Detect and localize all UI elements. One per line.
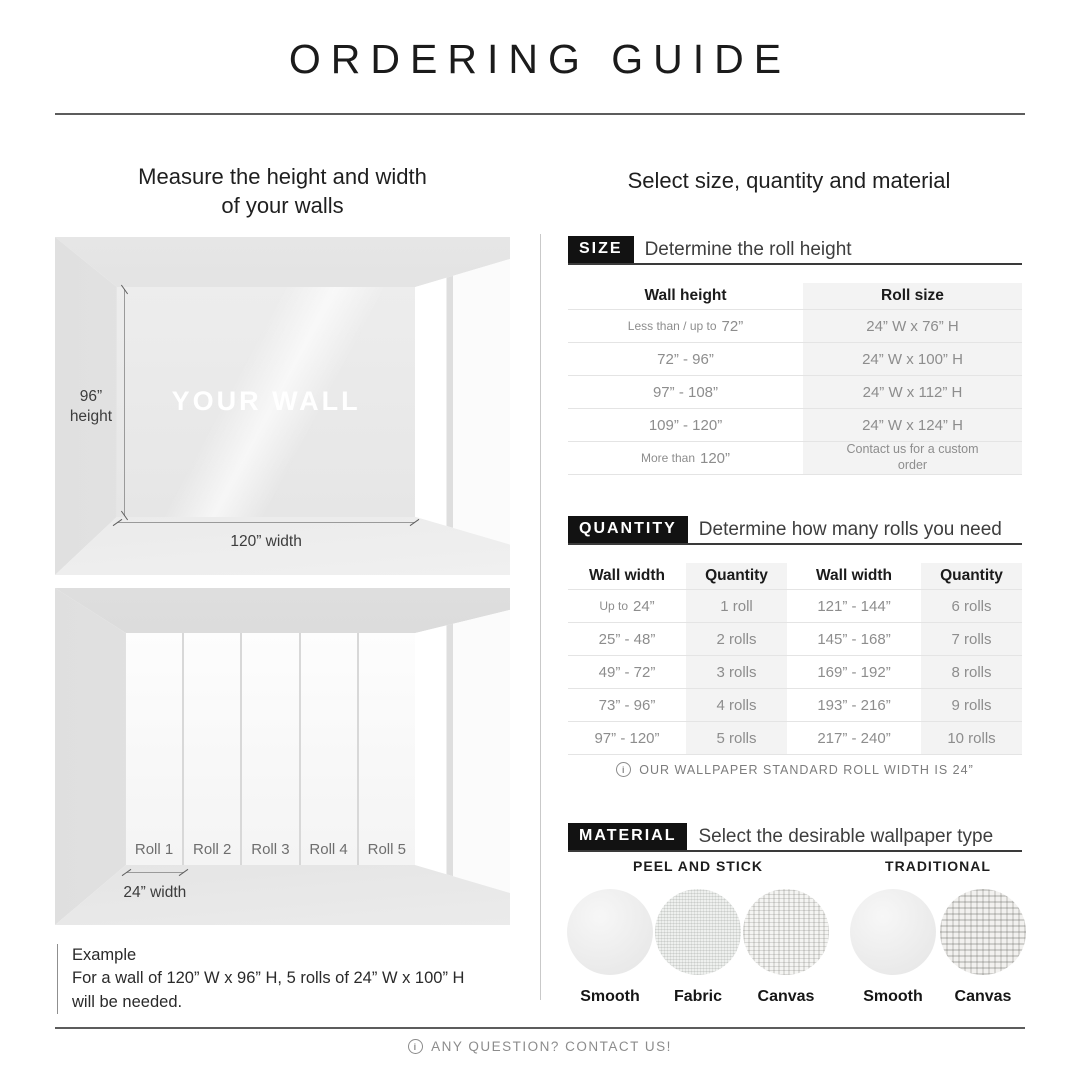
qty-wall-cell: 49” - 72”	[568, 655, 686, 688]
roll-panel-1	[126, 633, 182, 865]
size-roll-cell: Contact us for a custom order	[803, 441, 1022, 474]
qty-wall-cell: 169” - 192”	[787, 655, 921, 688]
material-group-traditional	[850, 858, 1026, 1006]
roll-panels	[126, 633, 415, 865]
roll-width-note	[568, 762, 1022, 777]
size-wall-cell: 72” - 96”	[568, 342, 803, 375]
swatch-name: Canvas	[757, 988, 815, 1005]
qty-col-header: Quantity	[686, 563, 787, 589]
size-badge: SIZE	[568, 236, 634, 263]
width-dimension-line	[117, 522, 415, 523]
qty-wall-cell: 121” - 144”	[787, 589, 921, 622]
room-back-wall	[126, 633, 415, 865]
height-dimension-line	[124, 289, 125, 516]
swatch-peel-smooth	[567, 889, 653, 1006]
material-options	[567, 858, 1025, 1006]
roll-panel-4	[301, 633, 357, 865]
room-back-wall	[117, 287, 415, 517]
example-line1: For a wall of 120” W x 96” H, 5 rolls of 24” W x 100” H	[72, 969, 465, 988]
room-illustration-your-wall	[55, 237, 510, 575]
qty-count-cell: 9 rolls	[921, 688, 1022, 721]
quantity-section-header	[568, 516, 1022, 545]
qty-col-header: Wall width	[815, 567, 893, 584]
right-column-heading: Select size, quantity and material	[627, 168, 951, 193]
room-illustration-rolls	[55, 588, 510, 925]
example-title: Example	[72, 946, 137, 964]
example-note	[57, 944, 464, 1014]
column-divider	[540, 234, 541, 1000]
swatch-name: Canvas	[954, 988, 1012, 1005]
qty-col-header: Wall width	[588, 567, 666, 584]
size-subtitle: Determine the roll height	[644, 238, 852, 260]
qty-count-cell: 4 rolls	[686, 688, 787, 721]
height-value: 96”	[79, 388, 103, 406]
size-col-header-roll: Roll size	[803, 283, 1022, 309]
roll-label: Roll 3	[251, 841, 290, 858]
canvas-texture-swatch	[940, 889, 1026, 975]
left-heading-line2: of your walls	[221, 193, 344, 219]
size-roll-cell: 24” W x 100” H	[803, 342, 1022, 375]
qty-count-cell: 6 rolls	[921, 589, 1022, 622]
page-title: ORDERING GUIDE	[288, 36, 792, 82]
roll-width-dimension-label: 24” width	[123, 883, 187, 901]
roll-label: Roll 1	[134, 841, 174, 858]
qty-wall-cell: 73” - 96”	[568, 688, 686, 721]
qty-wall-cell: 97” - 120”	[568, 721, 686, 754]
roll-width-dimension-line	[126, 872, 184, 873]
quantity-badge: QUANTITY	[568, 516, 688, 543]
swatch-peel-fabric	[655, 889, 741, 1006]
qty-count-cell: 10 rolls	[921, 721, 1022, 754]
size-wall-cell: 97” - 108”	[568, 375, 803, 408]
roll-panel-3	[242, 633, 298, 865]
smooth-texture-swatch	[850, 889, 936, 975]
roll-panel-5	[359, 633, 415, 865]
roll-panel-2	[184, 633, 240, 865]
group-label: TRADITIONAL	[885, 858, 991, 874]
qty-count-cell: 2 rolls	[686, 622, 787, 655]
qty-count-cell: 7 rolls	[921, 622, 1022, 655]
material-group-peel-and-stick	[567, 858, 829, 1006]
size-col-header-wall: Wall height	[644, 287, 727, 304]
quantity-table	[568, 563, 1022, 755]
left-heading-line1: Measure the height and width	[138, 164, 427, 189]
quantity-subtitle: Determine how many rolls you need	[698, 518, 1002, 540]
roll-label: Roll 4	[309, 841, 348, 858]
info-icon: i	[616, 762, 631, 777]
qty-wall-cell: 25” - 48”	[568, 622, 686, 655]
swatch-traditional-canvas	[940, 889, 1026, 1006]
material-subtitle: Select the desirable wallpaper type	[698, 825, 994, 847]
size-roll-cell: 24” W x 124” H	[803, 408, 1022, 441]
swatch-row	[567, 889, 829, 1006]
height-dimension-label	[66, 387, 116, 426]
swatch-name: Fabric	[673, 988, 722, 1005]
qty-wall-cell: Up to 24”	[568, 589, 686, 622]
size-wall-cell: 109” - 120”	[568, 408, 803, 441]
smooth-texture-swatch	[567, 889, 653, 975]
top-divider	[55, 113, 1025, 115]
material-badge: MATERIAL	[568, 823, 687, 850]
size-section-header	[568, 236, 1022, 265]
swatch-peel-canvas	[743, 889, 829, 1006]
size-table	[568, 283, 1022, 475]
qty-count-cell: 5 rolls	[686, 721, 787, 754]
swatch-name: Smooth	[580, 988, 640, 1005]
roll-label: Roll 5	[367, 841, 406, 858]
qty-col-header: Quantity	[921, 563, 1022, 589]
contact-note-text: ANY QUESTION? CONTACT US!	[431, 1039, 672, 1054]
info-icon: i	[408, 1039, 423, 1054]
swatch-name: Smooth	[863, 988, 923, 1005]
qty-count-cell: 3 rolls	[686, 655, 787, 688]
canvas-texture-swatch	[743, 889, 829, 975]
qty-wall-cell: 217” - 240”	[787, 721, 921, 754]
size-wall-cell: Less than / up to 72”	[568, 309, 803, 342]
example-line2: will be needed.	[72, 992, 183, 1011]
size-roll-cell: 24” W x 112” H	[803, 375, 1022, 408]
roll-label: Roll 2	[193, 841, 232, 858]
fabric-texture-swatch	[655, 889, 741, 975]
group-label: PEEL AND STICK	[633, 858, 763, 874]
bottom-divider	[55, 1027, 1025, 1029]
qty-count-cell: 1 roll	[686, 589, 787, 622]
size-wall-cell: More than 120”	[568, 441, 803, 474]
width-dimension-label: 120” width	[230, 533, 302, 551]
your-wall-label: YOUR WALL	[171, 386, 361, 417]
height-word: height	[69, 407, 113, 425]
swatch-traditional-smooth	[850, 889, 936, 1006]
size-roll-cell: 24” W x 76” H	[803, 309, 1022, 342]
qty-wall-cell: 193” - 216”	[787, 688, 921, 721]
qty-wall-cell: 145” - 168”	[787, 622, 921, 655]
contact-note	[0, 1039, 1080, 1054]
material-section-header	[568, 823, 1022, 852]
left-column-heading	[55, 162, 510, 220]
qty-count-cell: 8 rolls	[921, 655, 1022, 688]
swatch-row	[850, 889, 1026, 1006]
roll-width-note-text: OUR WALLPAPER STANDARD ROLL WIDTH IS 24”	[639, 762, 974, 777]
